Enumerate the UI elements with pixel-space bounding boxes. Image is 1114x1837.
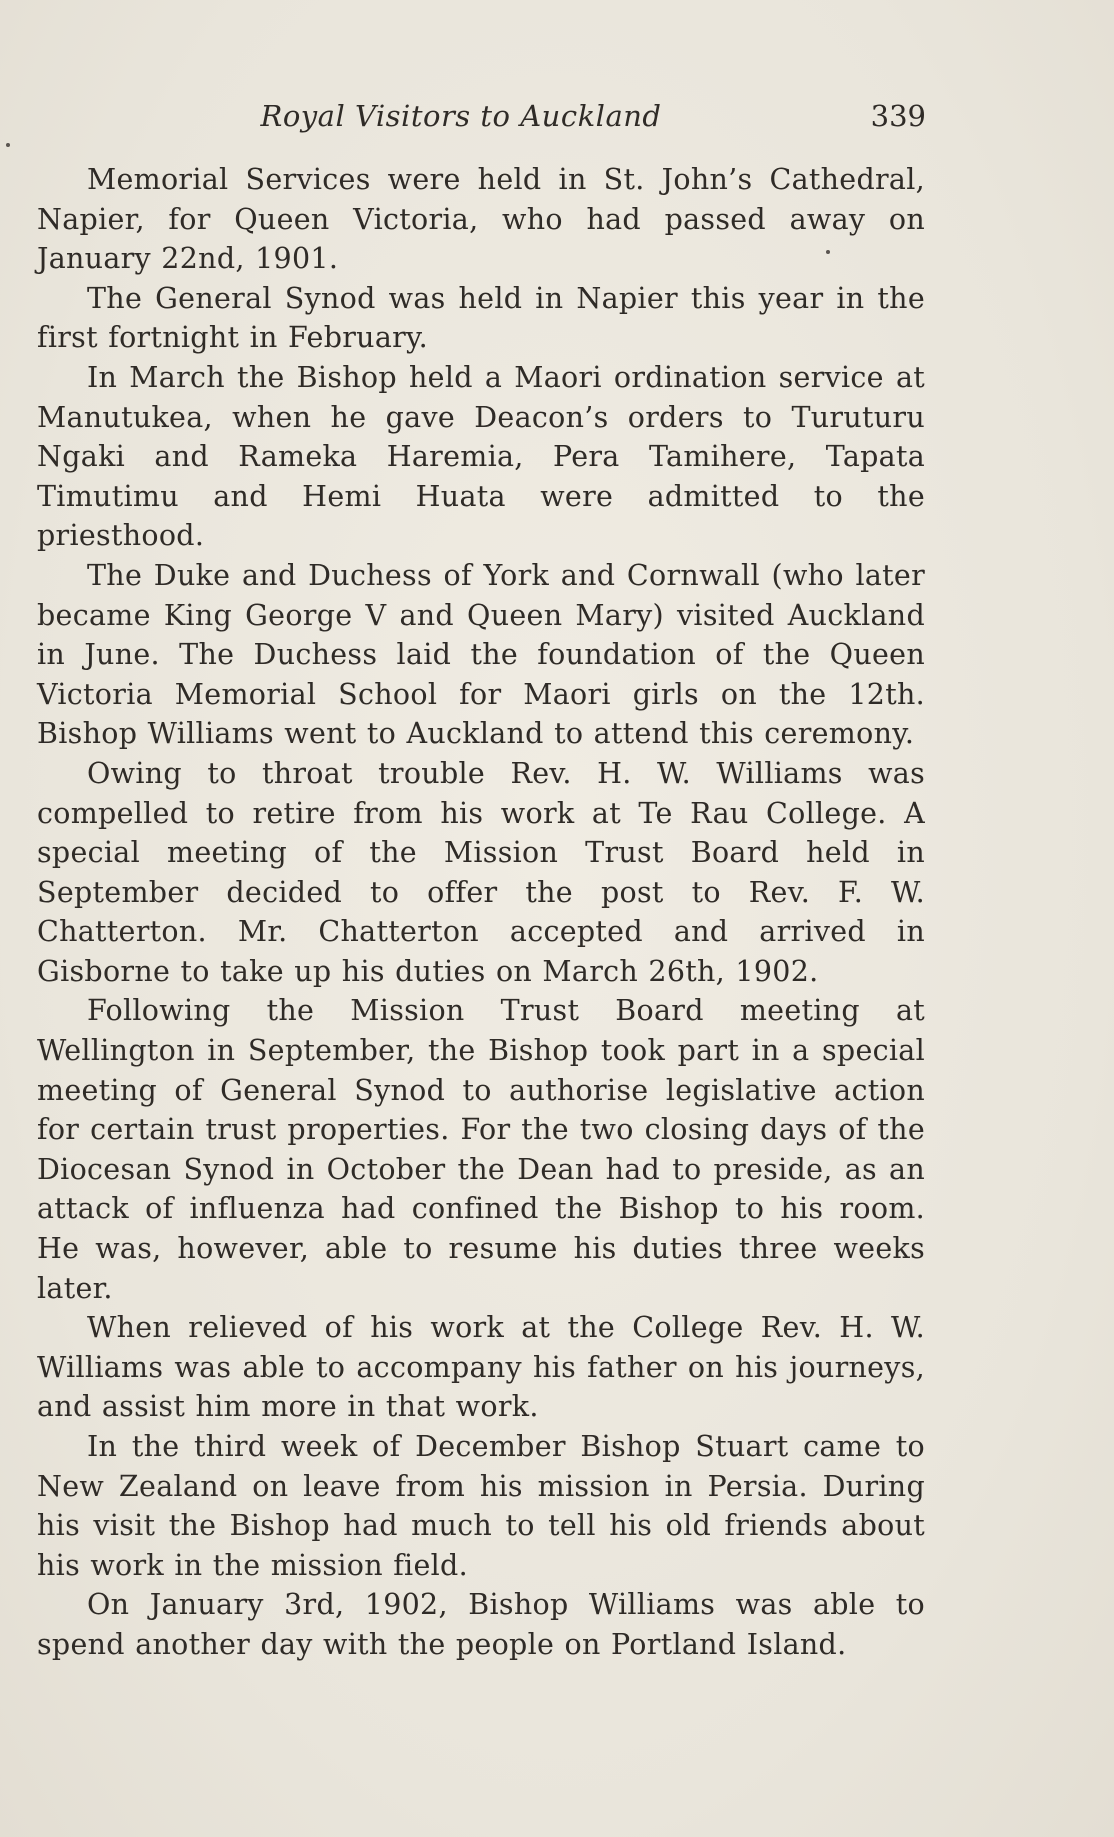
- paragraph: When relieved of his work at the College Rev. H. W. Williams was able to accompany his father on his journeys, and assist him more in that work.: [37, 1311, 925, 1424]
- body-text: [37, 160, 925, 1665]
- paragraph: Owing to throat trouble Rev. H. W. Williams was compelled to retire from his work at Te Rau College. A special meeting of the Mission Trust Board held in September decided to offer the post to Rev. F. W. Chatterton. Mr. Chatterton accepted and arrived in Gisborne to take up his duties on March 26th, 1902.: [37, 756, 925, 988]
- running-header: [36, 92, 926, 140]
- paragraph: The Duke and Duchess of York and Cornwall (who later became King George V and Queen Mary) visited Auckland in June. The Duchess laid the foundation of the Queen Victoria Memorial School for Maori girls on the 12th. Bishop Williams went to Auckland to attend this ceremony.: [37, 558, 925, 751]
- print-speck: [6, 143, 10, 147]
- page-number: 339: [870, 99, 926, 133]
- paragraph: In the third week of December Bishop Stuart came to New Zealand on leave from his mission in Persia. During his visit the Bishop had much to tell his old friends about his work in the mission field.: [37, 1430, 925, 1582]
- paragraph: Memorial Services were held in St. John’s Cathedral, Napier, for Queen Victoria, who had passed away on January 22nd, 1901.: [37, 163, 925, 276]
- paragraph: On January 3rd, 1902, Bishop Williams was able to spend another day with the people on Portland Island.: [37, 1588, 925, 1661]
- running-title: Royal Visitors to Auckland: [260, 99, 662, 133]
- paragraph: In March the Bishop held a Maori ordination service at Manutukea, when he gave Deacon’s orders to Turuturu Ngaki and Rameka Haremia, Pera Tamihere, Tapata Timutimu and Hemi Huata were admitted to the priesthood.: [37, 360, 925, 553]
- paragraph: The General Synod was held in Napier this year in the first fortnight in February.: [37, 281, 925, 355]
- paragraph: Following the Mission Trust Board meeting at Wellington in September, the Bishop took part in a special meeting of General Synod to authorise legislative action for certain trust properties. For the two closing days of the Diocesan Synod in October the Dean had to preside, as an attack of influenza had confined the Bishop to his room. He was, however, able to resume his duties three weeks later.: [37, 994, 925, 1305]
